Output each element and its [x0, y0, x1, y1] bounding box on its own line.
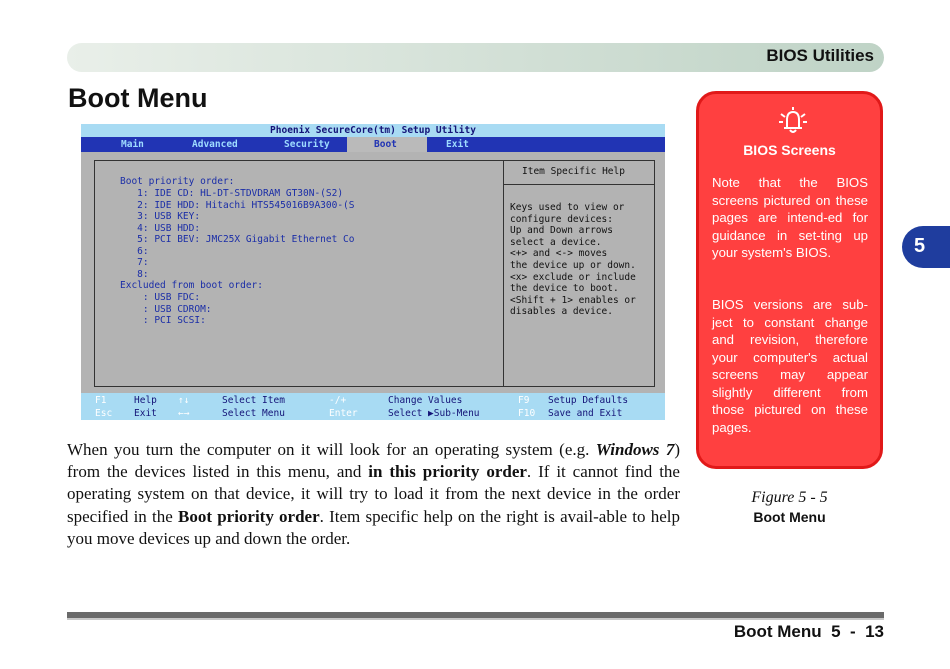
figure-caption: Figure 5 - 5: [751, 489, 828, 506]
help-title: Item Specific Help: [522, 166, 625, 177]
body-text: When you turn the computer on it will look for an operating system (e.g.: [67, 440, 596, 459]
callout-note: BIOS versions are sub-ject to constant change and revision, therefore your computer's actual screens may appear slightly different from those pictured on these pages.: [712, 297, 868, 435]
key-plusminus: -/+: [329, 395, 347, 406]
key-desc: Select Menu: [222, 408, 285, 419]
key-desc: Help: [134, 395, 157, 406]
body-text: . Item specific help on the right is avail-able to help you move devices up and down the order.: [67, 506, 680, 548]
key-f10: F10: [518, 408, 536, 419]
page-footer: Boot Menu 5 - 13: [733, 622, 884, 641]
boot-list-line: 2: IDE HDD: Hitachi HTS545016B9A300-(S: [120, 200, 355, 211]
boot-list-line: 6:: [120, 246, 149, 257]
key-desc: Select Item: [222, 395, 285, 406]
bios-menu-main: Main: [121, 139, 144, 150]
bell-alert-icon: [777, 106, 809, 134]
help-line: select a device.: [510, 237, 602, 248]
help-line: <+> and <-> moves: [510, 248, 608, 259]
body-text: ) from the devices listed in this menu, and: [67, 440, 680, 482]
help-line: configure devices:: [510, 214, 613, 225]
bios-menu-exit: Exit: [446, 139, 469, 150]
footer-rule: [67, 612, 884, 618]
key-enter: Enter: [329, 408, 358, 419]
chapter-tab[interactable]: [902, 226, 950, 268]
figure-title: Boot Menu: [753, 509, 826, 525]
boot-list-line: Excluded from boot order:: [120, 280, 263, 291]
help-line: Up and Down arrows: [510, 225, 613, 236]
body-paragraph: [67, 439, 680, 550]
key-f1: F1: [95, 395, 107, 406]
boot-list-line: : USB FDC:: [120, 292, 201, 303]
help-line: disables a device.: [510, 306, 613, 317]
help-line: <Shift + 1> enables or: [510, 295, 636, 306]
bios-keyhelp-bar: [81, 393, 665, 420]
key-f9: F9: [518, 395, 530, 406]
key-desc: Setup Defaults: [548, 395, 629, 406]
boot-list-line: : PCI SCSI:: [120, 315, 206, 326]
boot-list-line: 3: USB KEY:: [120, 211, 201, 222]
help-header-divider: [504, 184, 654, 185]
help-line: the device up or down.: [510, 260, 636, 271]
bios-screenshot: [81, 124, 665, 420]
help-line: Keys used to view or: [510, 202, 625, 213]
boot-list-line: 7:: [120, 257, 149, 268]
bios-menu-boot: Boot: [347, 137, 427, 152]
header-bar: [67, 43, 884, 72]
boot-list-line: 4: USB HDD:: [120, 223, 201, 234]
bios-menubar: [81, 137, 665, 152]
key-leftright: ←→: [178, 408, 190, 419]
boot-list-line: 8:: [120, 269, 149, 280]
page-title: Boot Menu: [68, 83, 208, 113]
bios-menu-security: Security: [284, 139, 330, 150]
help-line: <x> exclude or include: [510, 272, 636, 283]
boot-list-line: Boot priority order:: [120, 176, 235, 187]
bios-screens-callout: [696, 91, 883, 469]
callout-note: Note that the BIOS screens pictured on these pages are intend-ed for guidance in set-ting up your system's BIOS.: [712, 175, 868, 260]
key-desc: Select ▶Sub-Menu: [388, 408, 480, 419]
key-desc: Change Values: [388, 395, 463, 406]
section-title: BIOS Utilities: [766, 46, 874, 65]
bios-title: Phoenix SecureCore(tm) Setup Utility: [81, 124, 665, 137]
body-emphasis: Boot priority order: [177, 506, 320, 526]
boot-list-line: : USB CDROM:: [120, 304, 212, 315]
body-emphasis: Windows 7: [595, 440, 675, 459]
key-updown: ↑↓: [178, 395, 190, 406]
help-line: the device to boot.: [510, 283, 619, 294]
callout-heading: BIOS Screens: [743, 142, 836, 158]
bios-divider: [503, 160, 504, 387]
body-text: . If it cannot find the operating system on that device, it will try to load it from the next device in the order specified in the: [67, 462, 680, 526]
boot-list-line: 1: IDE CD: HL-DT-STDVDRAM GT30N-(S2): [120, 188, 344, 199]
body-emphasis: in this priority order: [368, 462, 527, 482]
key-desc: Exit: [134, 408, 157, 419]
key-desc: Save and Exit: [548, 408, 623, 419]
key-esc: Esc: [95, 408, 113, 419]
bios-menu-advanced: Advanced: [192, 139, 238, 150]
chapter-number: 5: [914, 235, 926, 257]
boot-list-line: 5: PCI BEV: JMC25X Gigabit Ethernet Co: [120, 234, 355, 245]
